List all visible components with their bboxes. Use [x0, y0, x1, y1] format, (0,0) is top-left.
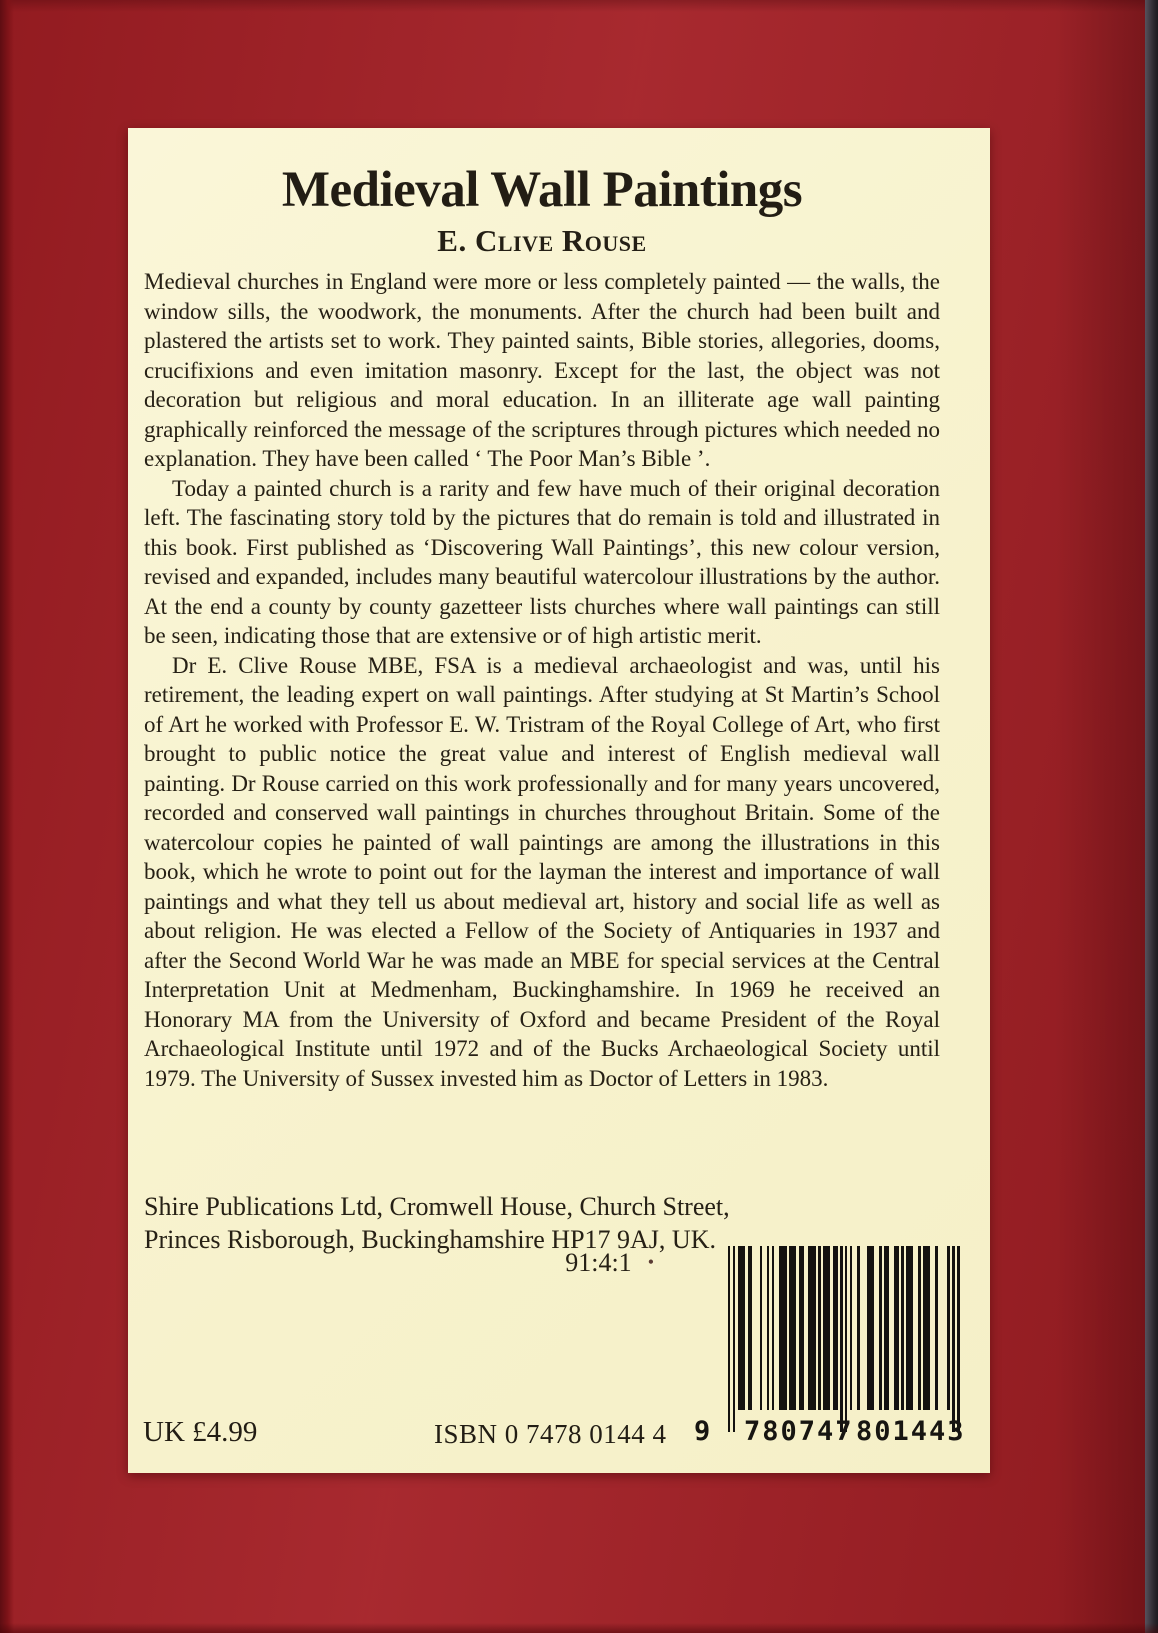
barcode	[688, 1246, 988, 1458]
publisher-address-line2: Princes Risborough, Buckinghamshire HP17 9AJ, UK.	[144, 1225, 716, 1254]
book-title: Medieval Wall Paintings	[281, 162, 803, 218]
cover-top-edge	[0, 0, 1158, 12]
barcode-digits-right: 801443	[856, 1416, 966, 1447]
barcode-digits-left: 780747	[744, 1416, 854, 1447]
book-author: E. Clive Rouse	[437, 223, 647, 259]
publisher-address-line1: Shire Publications Ltd, Cromwell House, Church Street,	[144, 1192, 730, 1221]
blurb	[144, 267, 940, 1093]
barcode-digit-lead: 9	[694, 1416, 713, 1447]
edition-code	[144, 1248, 654, 1278]
price-label: UK £4.99	[143, 1416, 258, 1448]
publisher-address	[144, 1190, 730, 1256]
blurb-paragraph-2: Today a painted church is a rarity and few have much of their original decoration left. The fascinating story told by the pictures that do remain is told and illustrated in this book. First published as ‘Discovering Wall Paintings’, this new colour version, revised and expanded, includes many beautiful watercolour illustrations by the author. At the end a county by county gazetteer lists churches where wall paintings can still be seen, indicating those that are extensive or of high artistic merit.	[144, 475, 940, 649]
blurb-paragraph-3: Dr E. Clive Rouse MBE, FSA is a medieval archaeologist and was, until his retirement, the leading expert on wall paintings. After studying at St Martin’s School of Art he worked with Professor E. W. Tristram of the Royal College of Art, who first brought to public notice the great value and interest of English medieval wall painting. Dr Rouse carried on this work professionally and for many years uncovered, recorded and conserved wall paintings in churches throughout Britain. Some of the watercolour copies he painted of wall paintings are among the illustrations in this book, which he wrote to point out for the layman the interest and importance of wall paintings and what they tell us about medieval art, history and social life as well as about religion. He was elected a Fellow of the Society of Antiquaries in 1937 and after the Second World War he was made an MBE for special services at the Central Interpretation Unit at Medmenham, Buckinghamshire. In 1969 he received an Honorary MA from the University of Oxford and became President of the Royal Archaeological Institute until 1972 and of the Bucks Archaeological Society until 1979. The University of Sussex invested him as Doctor of Letters in 1983.	[144, 652, 940, 1091]
cover-right-edge	[1145, 0, 1158, 1633]
barcode-bars	[728, 1246, 961, 1432]
cover-bottom-edge	[0, 1623, 1158, 1633]
cover-right-shadow	[1055, 0, 1145, 1633]
back-cover-panel	[128, 128, 990, 1473]
isbn-label: ISBN 0 7478 0144 4	[434, 1419, 667, 1449]
blurb-paragraph-1: Medieval churches in England were more or less completely painted — the walls, the window sills, the woodwork, the monuments. After the church had been built and plastered the artists set to work. They painted saints, Bible stories, allegories, dooms, crucifixions and even imitation masonry. Except for the last, the object was not decoration but religious and moral education. In an illiterate age wall painting graphically reinforced the message of the scriptures through pictures which needed no explanation. They have been called ‘ The Poor Man’s Bible ’.	[144, 269, 940, 472]
edition-code-value: 91:4:1	[565, 1248, 632, 1277]
print-dot-mark: •	[647, 1252, 654, 1272]
panel-content	[128, 128, 990, 1093]
cover-left-edge	[0, 0, 14, 1633]
